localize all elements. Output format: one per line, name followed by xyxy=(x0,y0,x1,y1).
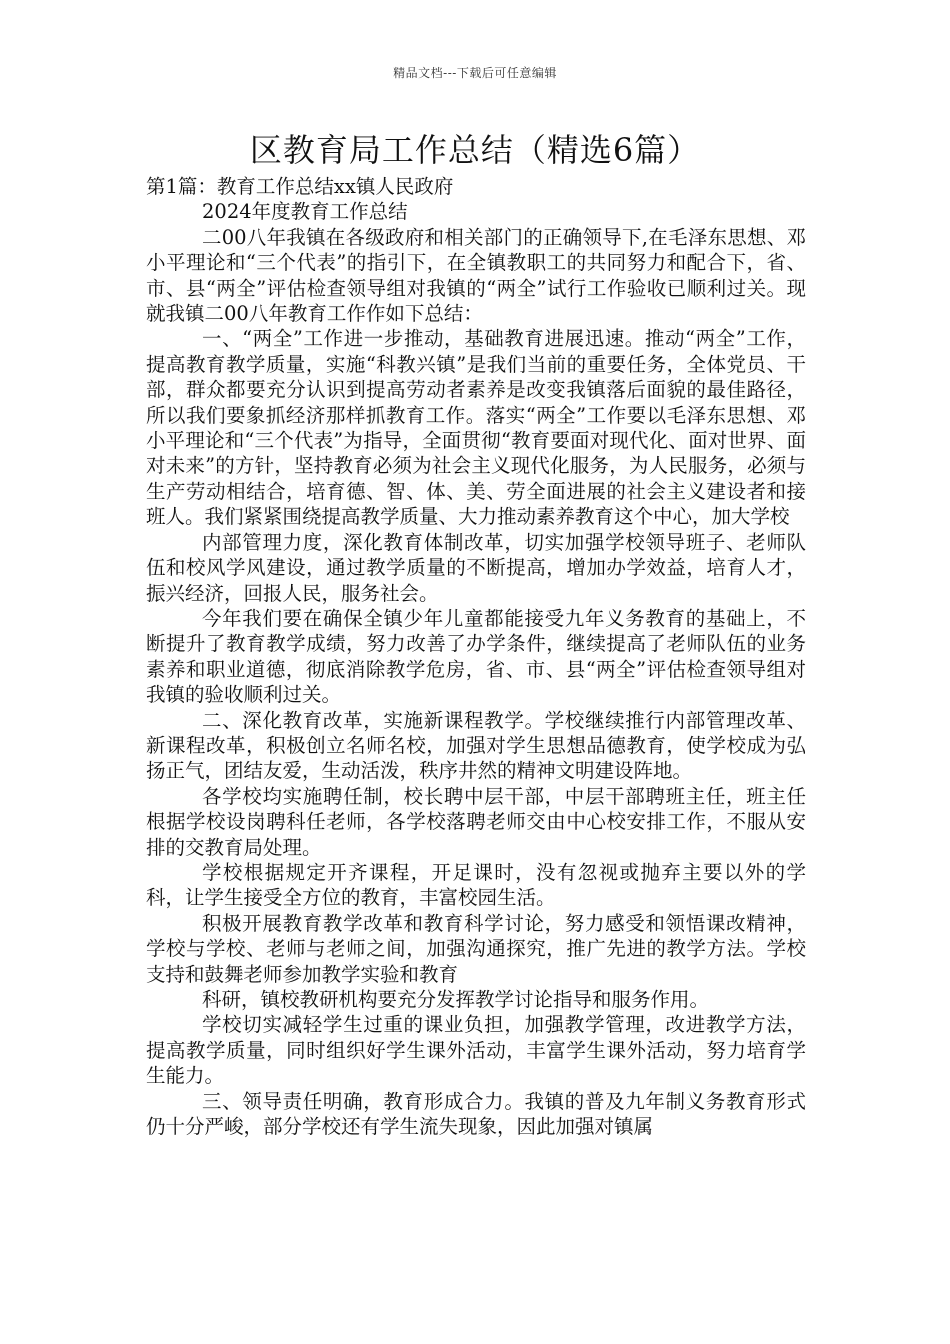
paragraph: 今年我们要在确保全镇少年儿童都能接受九年义务教育的基础上，不断提升了教育教学成绩，努力改善了办学条件，继续提高了老师队伍的业务素养和职业道德，彻底消除教学危房，省、市、县“两全”评估检查领导组对我镇的验收顺利过关。 xyxy=(146,606,806,707)
paragraph: 积极开展教育教学改革和教育科学讨论，努力感受和领悟课改精神，学校与学校、老师与老师之间，加强沟通探究，推广先进的教学方法。学校支持和鼓舞老师参加教学实验和教育 xyxy=(146,911,806,986)
paragraph: 内部管理力度，深化教育体制改革，切实加强学校领导班子、老师队伍和校风学风建设，通过教学质量的不断提高，增加办学效益，培育人才，振兴经济，回报人民，服务社会。 xyxy=(146,530,806,605)
paragraph: 学校根据规定开齐课程，开足课时，没有忽视或抛弃主要以外的学科，让学生接受全方位的教育，丰富校园生活。 xyxy=(146,860,806,910)
paragraph: 学校切实减轻学生过重的课业负担，加强教学管理，改进教学方法，提高教学质量，同时组织好学生课外活动，丰富学生课外活动，努力培育学生能力。 xyxy=(146,1013,806,1088)
paragraph: 三、领导责任明确，教育形成合力。我镇的普及九年制义务教育形式仍十分严峻，部分学校还有学生流失现象，因此加强对镇属 xyxy=(146,1089,806,1139)
header-note: 精品文档---下载后可任意编辑 xyxy=(393,66,557,80)
paragraph: 二00八年我镇在各级政府和相关部门的正确领导下,在毛泽东思想、邓小平理论和“三个代表”的指引下，在全镇教职工的共同努力和配合下，省、市、县“两全”评估检查领导组对我镇的“两全”试行工作验收已顺利过关。现就我镇二00八年教育工作作如下总结： xyxy=(146,225,806,326)
report-title: 2024年度教育工作总结 xyxy=(202,200,408,224)
paragraph: 一、“两全”工作进一步推动，基础教育进展迅速。推动“两全”工作，提高教育教学质量，实施“科教兴镇”是我们当前的重要任务，全体党员、干部，群众都要充分认识到提高劳动者素养是改变我镇落后面貌的最佳路径，所以我们要象抓经济那样抓教育工作。落实“两全”工作要以毛泽东思想、邓小平理论和“三个代表”为指导，全面贯彻“教育要面对现代化、面对世界、面对未来”的方针，坚持教育必须为社会主义现代化服务，为人民服务，必须与生产劳动相结合，培育德、智、体、美、劳全面进展的社会主义建设者和接班人。我们紧紧围绕提高教学质量、大力推动素养教育这个中心，加大学校 xyxy=(146,327,806,529)
paragraph: 二、深化教育改革，实施新课程教学。学校继续推行内部管理改革、新课程改革，积极创立名师名校，加强对学生思想品德教育，使学校成为弘扬正气，团结友爱，生动活泼，秩序井然的精神文明建设阵地。 xyxy=(146,708,806,783)
document-title: 区教育局工作总结（精选6篇） xyxy=(249,131,701,169)
document-body xyxy=(146,174,806,1139)
paragraph: 科研，镇校教研机构要充分发挥教学讨论指导和服务作用。 xyxy=(202,988,710,1011)
paragraph: 各学校均实施聘任制，校长聘中层干部，中层干部聘班主任，班主任根据学校设岗聘科任老师，各学校落聘老师交由中心校安排工作，不服从安排的交教育局处理。 xyxy=(146,784,806,859)
chapter-subtitle: 第1篇：教育工作总结xx镇人民政府 xyxy=(146,175,454,198)
